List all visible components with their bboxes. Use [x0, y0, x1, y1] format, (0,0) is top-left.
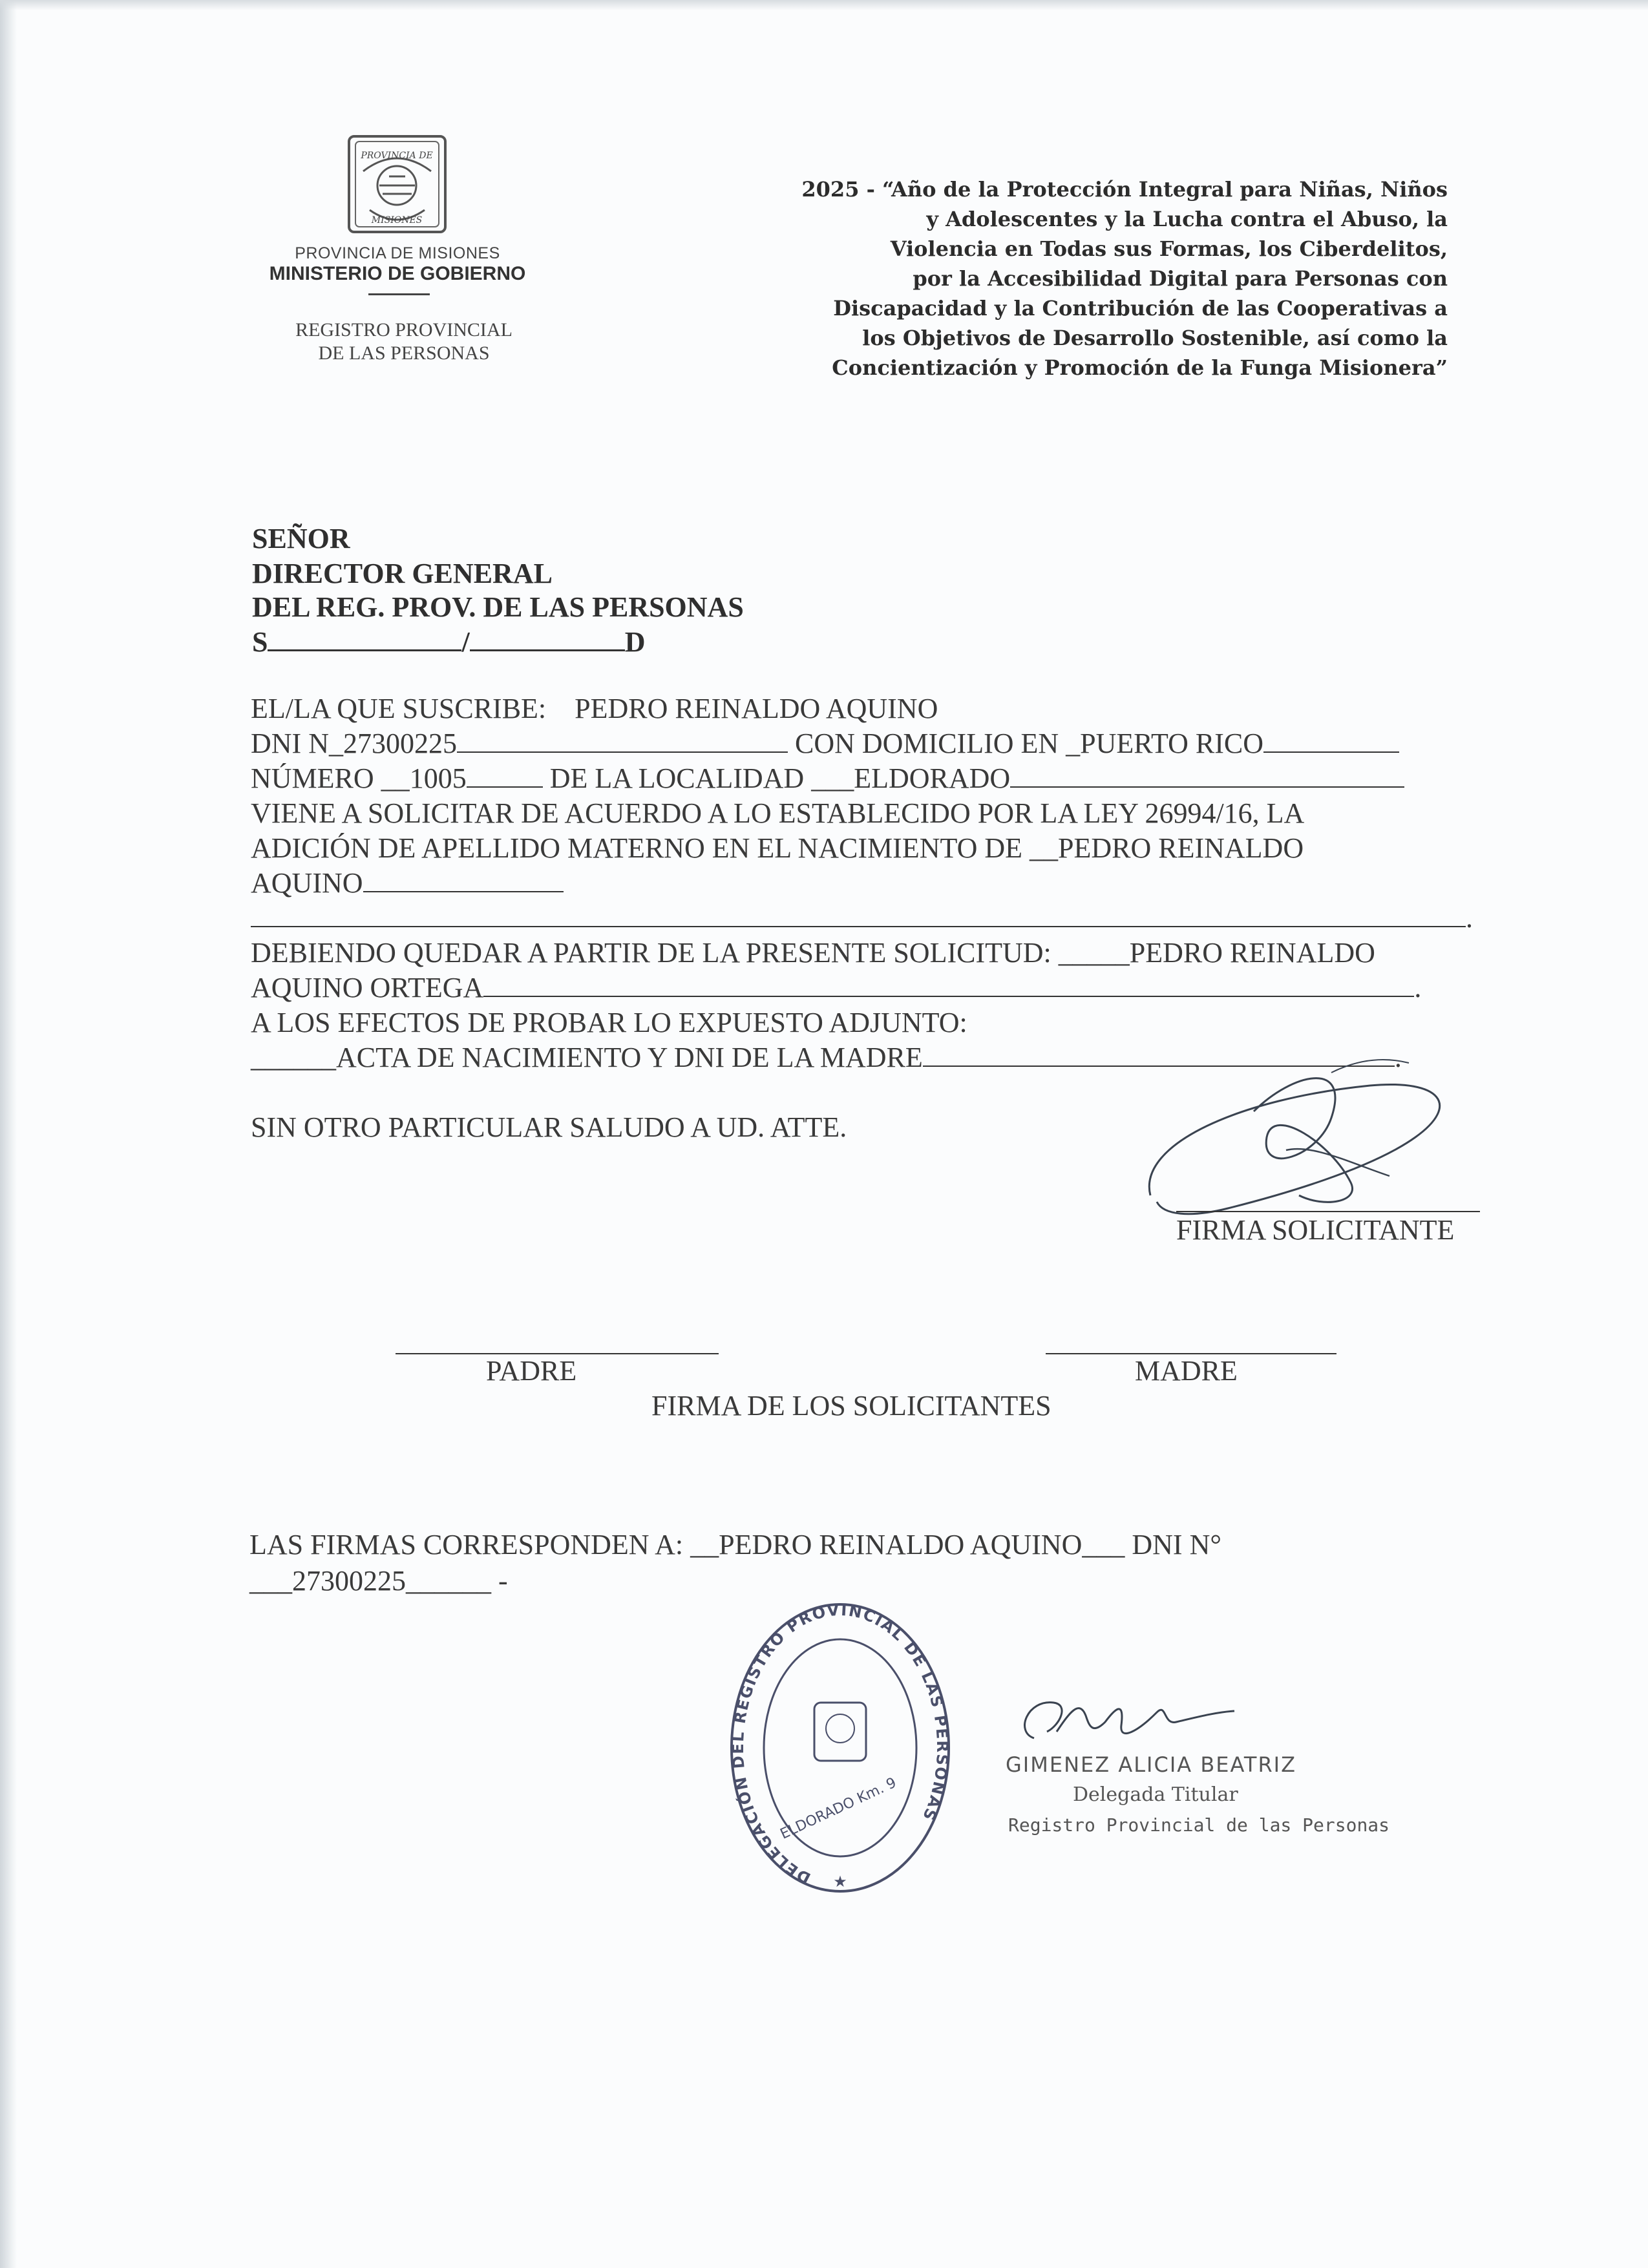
person-name-part1: PEDRO REINALDO [1058, 832, 1304, 864]
applicant-signature-line [1176, 1211, 1480, 1212]
domicile-label: CON DOMICILIO EN _ [794, 728, 1081, 759]
subscriber-label: EL/LA QUE SUSCRIBE: [251, 693, 547, 724]
addressee-line3: DEL REG. PROV. DE LAS PERSONAS [252, 591, 744, 623]
sd-blank-2 [470, 646, 625, 651]
dni-label: DNI N_ [251, 728, 343, 759]
number-value: 1005 [409, 762, 467, 794]
corresponds-dni: 27300225 [292, 1565, 406, 1597]
salutation-sd [252, 625, 646, 658]
ministry-name: MINISTERIO DE GOBIERNO [269, 263, 526, 284]
dni-value: 27300225 [343, 728, 457, 759]
proof-label: A LOS EFECTOS DE PROBAR LO EXPUESTO ADJUNTO: [251, 1007, 967, 1038]
scan-edge-top [0, 0, 1648, 10]
result-blank [483, 991, 1414, 997]
scan-edge-left [0, 0, 17, 2268]
corresponds-name: PEDRO REINALDO AQUINO [719, 1529, 1083, 1560]
corresponds-dni-label: ___ DNI N° [1082, 1529, 1221, 1560]
result-prefix: DEBIENDO QUEDAR A PARTIR DE LA PRESENTE SOLICITUD: _____ [251, 937, 1130, 969]
locality-blank [1010, 781, 1404, 788]
dni-domicile-line [251, 726, 1399, 761]
ministry-underline [368, 293, 430, 295]
sd-blank-1 [268, 646, 461, 651]
svg-text:ELDORADO Km. 9: ELDORADO Km. 9 [777, 1774, 899, 1843]
registry-name-line2: DE LAS PERSONAS [318, 342, 490, 364]
sd-slash: / [461, 626, 470, 658]
motto-line: Discapacidad y la Contribución de las Cooperativas a [833, 296, 1448, 320]
svg-text:DELEGACIÓN DEL REGISTRO PROVIN: DELEGACIÓN DEL REGISTRO PROVINCIAL DE LAS PERSONAS [729, 1601, 952, 1888]
motto-line: los Objetivos de Desarrollo Sostenible, así como la [862, 326, 1448, 350]
domicile-value: PUERTO RICO [1080, 728, 1263, 759]
request-line1: VIENE A SOLICITAR DE ACUERDO A LO ESTABLECIDO POR LA LEY 26994/16, LA [251, 797, 1305, 829]
result-name-part2: AQUINO ORTEGA [251, 972, 484, 1003]
motto-line: por la Accesibilidad Digital para Personas con [913, 266, 1448, 291]
locality-value: ELDORADO [854, 762, 1011, 794]
corresponds-dni-prefix: ___ [249, 1565, 292, 1597]
request-line2-prefix: ADICIÓN DE APELLIDO MATERNO EN EL NACIMIENTO DE __ [251, 832, 1058, 864]
request-line3 [251, 866, 564, 901]
person-name-blank [363, 886, 564, 892]
addressee-line2: DIRECTOR GENERAL [252, 558, 553, 589]
motto-line: Violencia en Todas sus Formas, los Ciberdelitos, [890, 236, 1448, 261]
father-label: PADRE [486, 1355, 577, 1387]
corresponds-end: ______ - [406, 1565, 508, 1597]
motto-line: Concientización y Promoción de la Funga Misionera” [832, 355, 1448, 380]
applicants-signature-label: FIRMA DE LOS SOLICITANTES [651, 1390, 1051, 1422]
locality-label: DE LA LOCALIDAD ___ [549, 762, 854, 794]
registry-oval-stamp [724, 1596, 956, 1900]
province-coat-of-arms-icon [344, 132, 450, 236]
corresponds-label: LAS FIRMAS CORRESPONDEN A: __ [249, 1529, 719, 1560]
addressee-line1: SEÑOR [252, 523, 350, 554]
domicile-blank [1263, 746, 1399, 753]
blank-line: . [251, 901, 1473, 936]
person-name-part2: AQUINO [251, 867, 363, 899]
subscriber-name: PEDRO REINALDO AQUINO [575, 693, 938, 724]
corresponds-line2 [249, 1564, 508, 1599]
province-name: PROVINCIA DE MISIONES [295, 244, 500, 262]
proof-value: ACTA DE NACIMIENTO Y DNI DE LA MADRE [336, 1042, 923, 1073]
sd-s: S [252, 626, 268, 658]
result-line2: AQUINO ORTEGA . [251, 972, 1422, 1003]
result-name-part1: PEDRO REINALDO [1129, 937, 1375, 969]
proof-prefix: ______ [251, 1042, 336, 1073]
full-blank [251, 921, 1466, 927]
sd-d: D [624, 626, 646, 658]
logo-text-top: PROVINCIA DE [361, 151, 433, 161]
request-line2 [251, 831, 1304, 866]
subscriber-line [251, 691, 938, 726]
logo-text-bottom: MISIONES [371, 215, 423, 226]
official-role: Delegada Titular [1073, 1783, 1238, 1806]
svg-text:★: ★ [833, 1874, 847, 1891]
number-locality-line [251, 761, 1404, 796]
applicant-signature-label: FIRMA SOLICITANTE [1176, 1214, 1455, 1246]
year-motto [646, 174, 1448, 383]
official-office: Registro Provincial de las Personas [1008, 1814, 1390, 1836]
motto-line: y Adolescentes y la Lucha contra el Abuso, la [926, 207, 1448, 231]
number-blank [467, 781, 543, 788]
official-name: GIMENEZ ALICIA BEATRIZ [1006, 1752, 1297, 1777]
dni-blank [457, 746, 788, 753]
registry-name-line1: REGISTRO PROVINCIAL [295, 319, 512, 341]
mother-label: MADRE [1135, 1355, 1238, 1387]
closing-text: SIN OTRO PARTICULAR SALUDO A UD. ATTE. [251, 1111, 847, 1143]
result-line1 [251, 936, 1375, 971]
official-signature [1008, 1686, 1254, 1758]
number-label: NÚMERO __ [251, 762, 410, 794]
corresponds-line1 [249, 1528, 1221, 1562]
motto-line: 2025 - “Año de la Protección Integral para Niñas, Niños [801, 177, 1448, 202]
proof-line: ______ACTA DE NACIMIENTO Y DNI DE LA MADRE . [251, 1042, 1402, 1073]
